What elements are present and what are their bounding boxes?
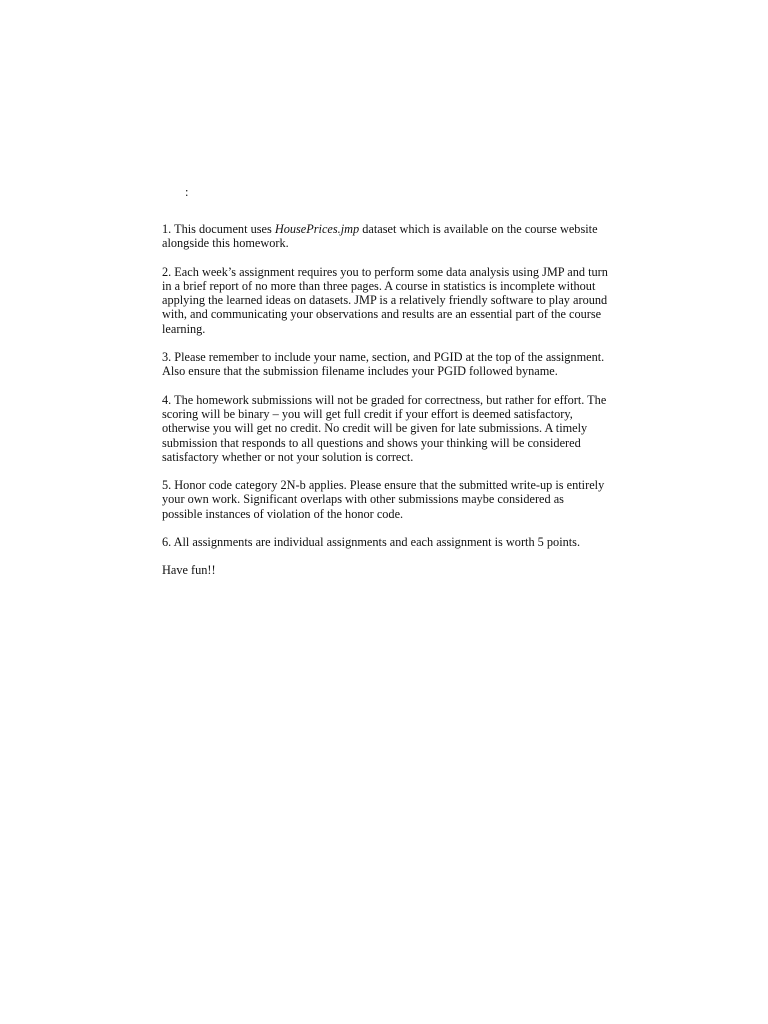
instruction-item-2-line: applying the learned ideas on datasets. JMP is a relatively friendly software to play around: [162, 293, 608, 308]
instruction-item-4-line: submission that responds to all questions and shows your thinking will be considered: [162, 435, 581, 450]
instruction-item-2-line: in a brief report of no more than three pages. A course in statistics is incomplete without: [162, 278, 596, 293]
instruction-item-1-line-1: [162, 222, 662, 236]
instruction-item-5-line: your own work. Significant overlaps with other submissions maybe considered as: [162, 492, 564, 507]
instruction-item-5-line: 5. Honor code category 2N-b applies. Please ensure that the submitted write-up is entirely: [162, 478, 605, 493]
instruction-item-1-line-2: alongside this homework.: [162, 236, 289, 251]
instruction-item-2-line: with, and communicating your observations and results are an essential part of the course: [162, 307, 602, 322]
instruction-item-1: [162, 222, 662, 251]
instruction-item-2-line: 2. Each week’s assignment requires you to perform some data analysis using JMP and turn: [162, 264, 608, 279]
dataset-name: HousePrices.jmp: [274, 222, 360, 236]
item-1-suffix: dataset which is available on the course website: [359, 222, 598, 236]
closing-line: Have fun!!: [162, 563, 216, 578]
instruction-item-6-line: 6. All assignments are individual assignments and each assignment is worth 5 points.: [162, 535, 581, 550]
instruction-item-4-line: 4. The homework submissions will not be graded for correctness, but rather for effort. The: [162, 392, 607, 407]
instruction-item-4-line: satisfactory whether or not your solution is correct.: [162, 449, 414, 464]
instruction-item-4-line: scoring will be binary – you will get full credit if your effort is deemed satisfactory,: [162, 406, 573, 421]
instruction-item-3-line: Also ensure that the submission filename includes your PGID followed byname.: [162, 364, 558, 379]
instruction-item-6: [162, 535, 662, 549]
instruction-item-4: [162, 393, 662, 464]
instruction-item-5-line: possible instances of violation of the honor code.: [162, 506, 404, 521]
instruction-item-4-line: otherwise you will get no credit. No credit will be given for late submissions. A timely: [162, 421, 588, 436]
heading-colon: :: [185, 185, 189, 199]
instruction-item-2-line: learning.: [162, 321, 206, 336]
instruction-item-3: [162, 350, 662, 379]
instruction-item-5: [162, 478, 662, 521]
instructions-body: [162, 222, 662, 592]
instruction-item-3-line: 3. Please remember to include your name, section, and PGID at the top of the assignment.: [162, 350, 605, 365]
item-1-prefix: 1. This document uses: [162, 222, 275, 236]
instruction-item-2: [162, 265, 662, 336]
